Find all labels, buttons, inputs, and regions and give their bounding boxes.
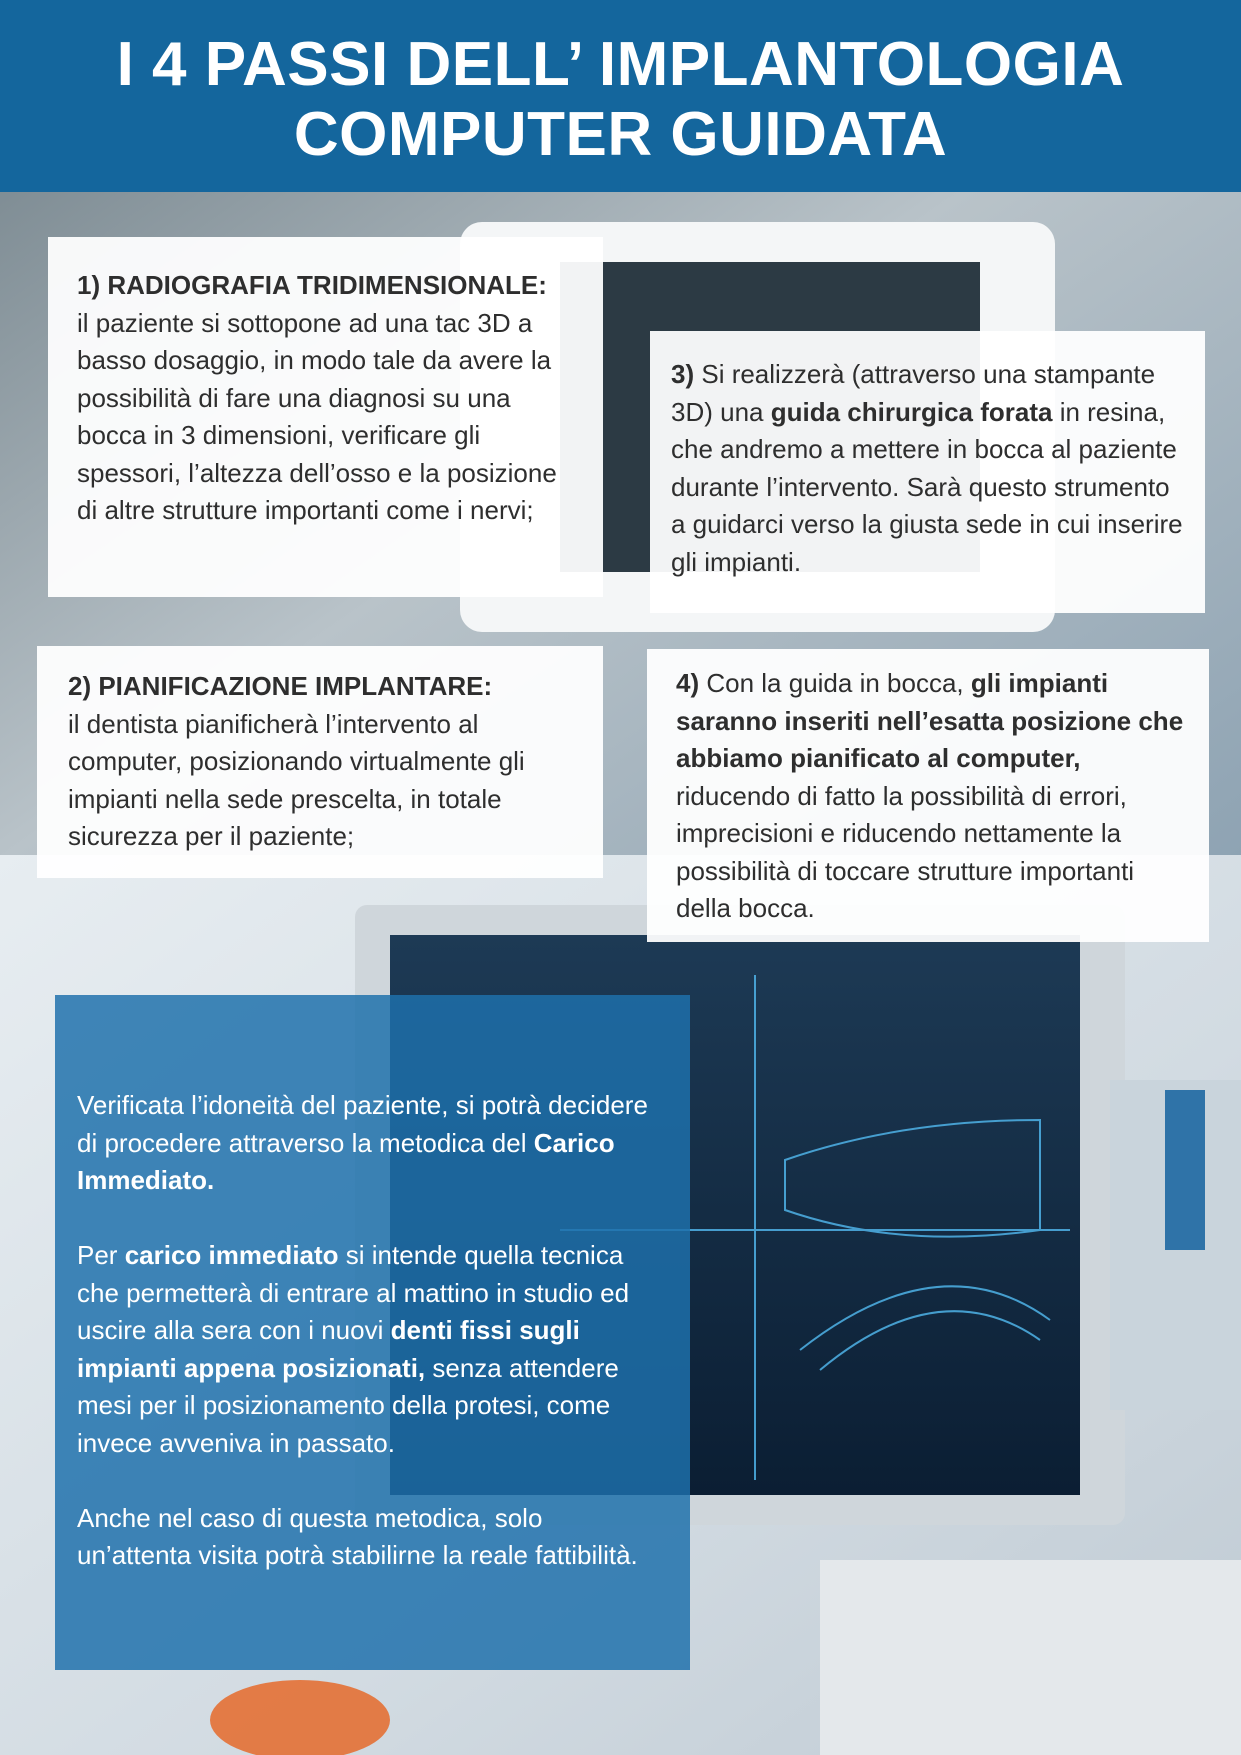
step-1-card	[48, 237, 603, 597]
panel-paragraph-3: Anche nel caso di questa metodica, solo un’attenta visita potrà stabilirne la reale fattibilità.	[77, 1502, 638, 1570]
step-2-title: 2) PIANIFICAZIONE IMPLANTARE:	[68, 671, 493, 701]
panel-p2-bold-2: denti fissi sugli impianti appena posizionati,	[77, 1315, 580, 1383]
step-3-text	[671, 356, 1189, 581]
panel-p2-text-b: si intende quella tecnica che permetterà di entrare al mattino in studio ed uscire alla sera con i nuovi	[77, 1240, 630, 1345]
panel-p2-bold-1: carico immediato	[124, 1240, 339, 1270]
step-4-highlight: gli impianti saranno inseriti nell’esatta posizione che abbiamo pianificato al computer,	[676, 668, 1184, 773]
step-2-card	[37, 646, 603, 878]
step-3-text-b: in resina, che andremo a mettere in bocca al paziente durante l’intervento. Sarà questo strumento a guidarci verso la giusta sede in cui inserire gli impianti.	[671, 396, 1183, 577]
step-4-card	[647, 649, 1209, 942]
panel-p1-bold: Carico Immediato.	[77, 1127, 615, 1195]
immediate-load-panel	[55, 995, 690, 1670]
step-4-text-a: Con la guida in bocca,	[699, 668, 971, 698]
step-1-body: il paziente si sottopone ad una tac 3D a basso dosaggio, in modo tale da avere la possibilità di fare una diagnosi su una bocca in 3 dimensioni, verificare gli spessori, l’altezza dell’osso e la posizione di altre strutture importanti come i nervi;	[77, 307, 557, 525]
step-4-text	[676, 665, 1195, 928]
step-3-number: 3)	[671, 359, 695, 389]
panel-p1-text: Verificata l’idoneità del paziente, si potrà decidere di procedere attraverso la metodica del	[77, 1090, 648, 1158]
step-3-highlight: guida chirurgica forata	[770, 396, 1053, 427]
panel-p2-text-c: senza attendere mesi per il posizionamento della protesi, come invece avveniva in passato.	[77, 1352, 619, 1458]
page-title-line-2: COMPUTER GUIDATA	[293, 100, 948, 169]
step-4-number: 4)	[676, 668, 700, 698]
panel-paragraph-1	[77, 1087, 660, 1200]
step-2-body: il dentista pianificherà l’intervento al computer, posizionando virtualmente gli impianti nella sede prescelta, in totale sicurezza per il paziente;	[68, 708, 525, 851]
step-1-title: 1) RADIOGRAFIA TRIDIMENSIONALE:	[77, 270, 547, 300]
step-3-card	[650, 331, 1205, 613]
panel-paragraph-2	[77, 1237, 660, 1462]
page-title-line-1: I 4 PASSI DELL’ IMPLANTOLOGIA	[116, 30, 1125, 99]
panel-p2-text-a: Per	[77, 1240, 125, 1270]
step-3-text-a: Si realizzerà (attraverso una stampante 3D) una	[671, 359, 1156, 427]
page-header	[0, 0, 1241, 192]
step-4-text-b: riducendo di fatto la possibilità di errori, imprecisioni e riducendo nettamente la possibilità di toccare strutture importanti della bocca.	[676, 780, 1135, 923]
